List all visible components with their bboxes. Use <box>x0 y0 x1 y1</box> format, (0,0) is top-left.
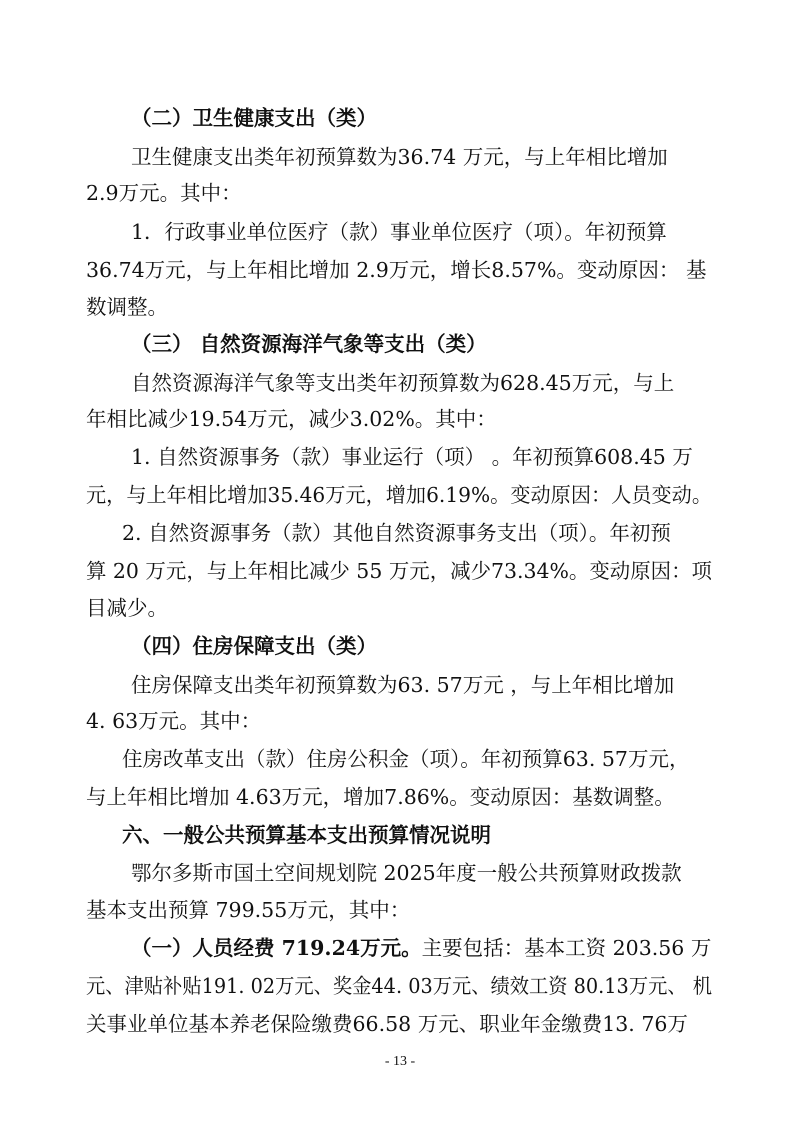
paragraph-line: 住房保障支出类年初预算数为63. 57万元 ，与上年相比增加 <box>131 673 675 697</box>
paragraph-line: 关事业单位基本养老保险缴费66.58 万元、职业年金缴费13. 76万 <box>86 1012 688 1036</box>
paragraph-line: 基本支出预算 799.55万元，其中： <box>86 898 411 922</box>
paragraph-line: 2. 自然资源事务（款）其他自然资源事务支出（项）。年初预 <box>122 521 671 545</box>
page-number: - 13 - <box>384 1054 416 1069</box>
paragraph-line: 1. 自然资源事务（款）事业运行（项） 。年初预算608.45 万 <box>131 445 693 469</box>
paragraph-line: 卫生健康支出类年初预算数为36.74 万元，与上年相比增加 <box>131 145 668 169</box>
paragraph-line: 与上年相比增加 4.63万元，增加7.86%。变动原因：基数调整。 <box>86 785 675 809</box>
paragraph-line: 算 20 万元，与上年相比减少 55 万元，减少73.34%。变动原因：项 <box>86 559 712 583</box>
section-heading-health: （二）卫生健康支出（类） <box>131 106 377 130</box>
section-heading-housing: （四）住房保障支出（类） <box>131 634 377 658</box>
section-heading-basic-expenditure: 六、一般公共预算基本支出预算情况说明 <box>122 823 491 847</box>
paragraph-line: 4. 63万元。其中： <box>86 709 262 733</box>
paragraph-line: （一）人员经费 719.24万元。主要包括：基本工资 203.56 万 <box>0 930 800 966</box>
paragraph-line: 住房改革支出（款）住房公积金（项）。年初预算63. 57万元， <box>122 747 690 771</box>
paragraph-line: 元，与上年相比增加35.46万元，增加6.19%。变动原因：人员变动。 <box>86 483 712 507</box>
paragraph-line: 36.74万元，与上年相比增加 2.9万元，增长8.57%。变动原因： 基 <box>86 258 707 282</box>
paragraph-line: 1．行政事业单位医疗（款）事业单位医疗（项）。年初预算 <box>131 220 667 244</box>
paragraph-line: 目减少。 <box>86 596 168 620</box>
paragraph-line: 年相比减少19.54万元，减少3.02%。其中： <box>86 407 497 431</box>
paragraph-line: 鄂尔多斯市国土空间规划院 2025年度一般公共预算财政拨款 <box>131 861 682 885</box>
paragraph-line: 元、津贴补贴191. 02万元、奖金44. 03万元、绩效工资 80.13万元、 机 <box>86 974 712 998</box>
paragraph-line: 自然资源海洋气象等支出类年初预算数为628.45万元，与上 <box>131 371 675 395</box>
paragraph-line: 2.9万元。其中： <box>86 181 242 205</box>
paragraph-line: 数调整。 <box>86 295 168 319</box>
section-heading-natural-resources: （三） 自然资源海洋气象等支出（类） <box>131 332 487 356</box>
personnel-expense-label: （一）人员经费 719.24万元。 <box>131 936 422 960</box>
